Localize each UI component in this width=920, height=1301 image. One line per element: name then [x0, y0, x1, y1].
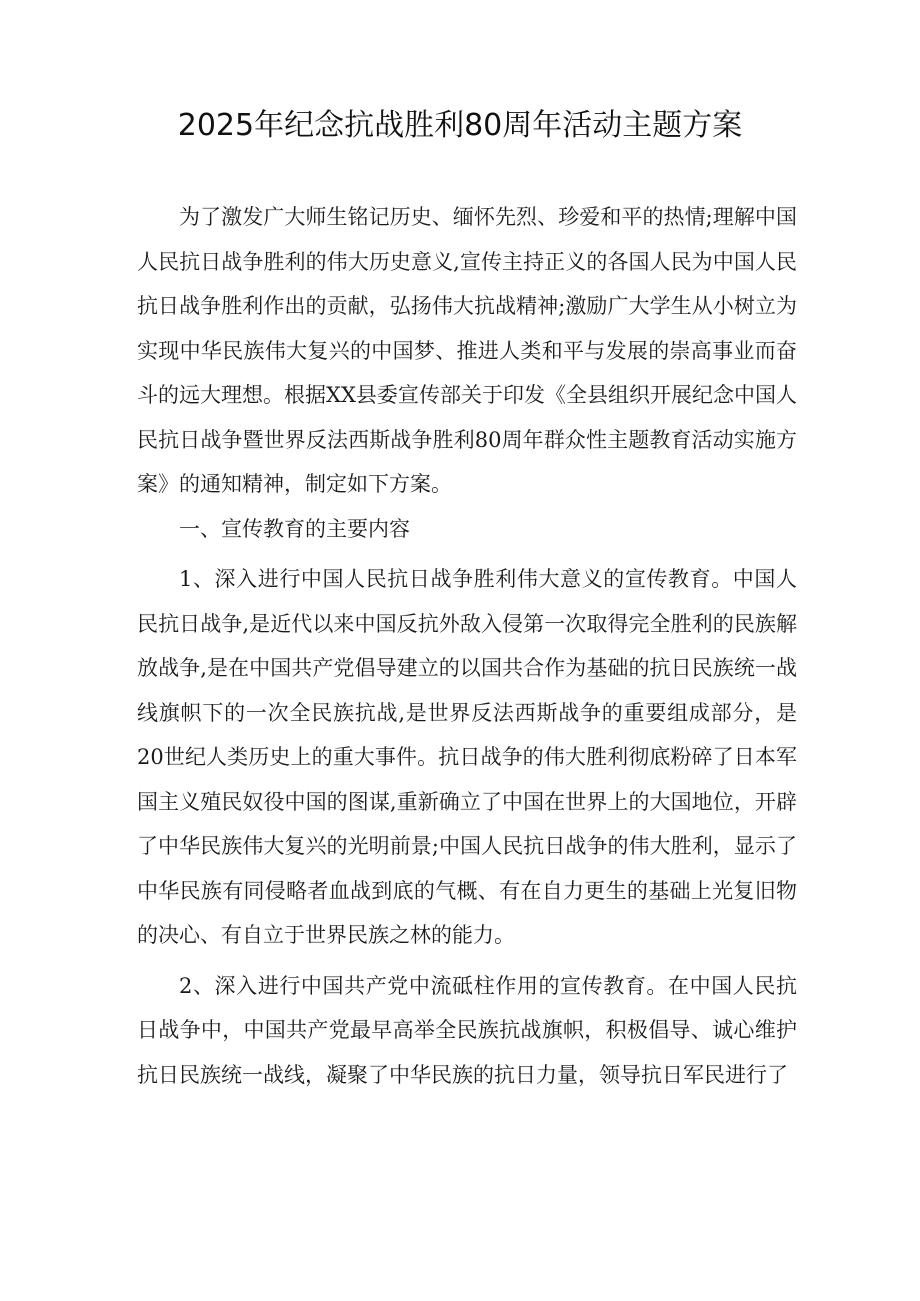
document-body	[137, 195, 797, 1097]
section-heading-1: 一、宣传教育的主要内容	[179, 516, 410, 541]
document-title: 2025年纪念抗战胜利80周年活动主题方案	[177, 108, 743, 143]
intro-paragraph: 为了激发广大师生铭记历史、缅怀先烈、珍爱和平的热情;理解中国人民抗日战争胜利的伟大历史意义,宣传主持正义的各国人民为中国人民抗日战争胜利作出的贡献，弘扬伟大抗战精神;激励广大学生从小树立为实现中华民族伟大复兴的中国梦、推进人类和平与发展的崇高事业而奋斗的远大理想。根据XX县委宣传部关于印发《全县组织开展纪念中国人民抗日战争暨世界反法西斯战争胜利80周年群众性主题教育活动实施方案》的通知精神，制定如下方案。	[137, 205, 797, 496]
paragraph-item-2: 2、深入进行中国共产党中流砥柱作用的宣传教育。在中国人民抗日战争中，中国共产党最早高举全民族抗战旗帜，积极倡导、诚心维护抗日民族统一战线，凝聚了中华民族的抗日力量，领导抗日军民进行了	[137, 973, 797, 1087]
paragraph-item-1: 1、深入进行中国人民抗日战争胜利伟大意义的宣传教育。中国人民抗日战争,是近代以来中国反抗外敌入侵第一次取得完全胜利的民族解放战争,是在中国共产党倡导建立的以国共合作为基础的抗日民族统一战线旗帜下的一次全民族抗战,是世界反法西斯战争的重要组成部分，是20世纪人类历史上的重大事件。抗日战争的伟大胜利彻底粉碎了日本军国主义殖民奴役中国的图谋,重新确立了中国在世界上的大国地位，开辟了中华民族伟大复兴的光明前景;中国人民抗日战争的伟大胜利，显示了中华民族有同侵略者血战到底的气概、有在自力更生的基础上光复旧物的决心、有自立于世界民族之林的能力。	[137, 567, 797, 947]
